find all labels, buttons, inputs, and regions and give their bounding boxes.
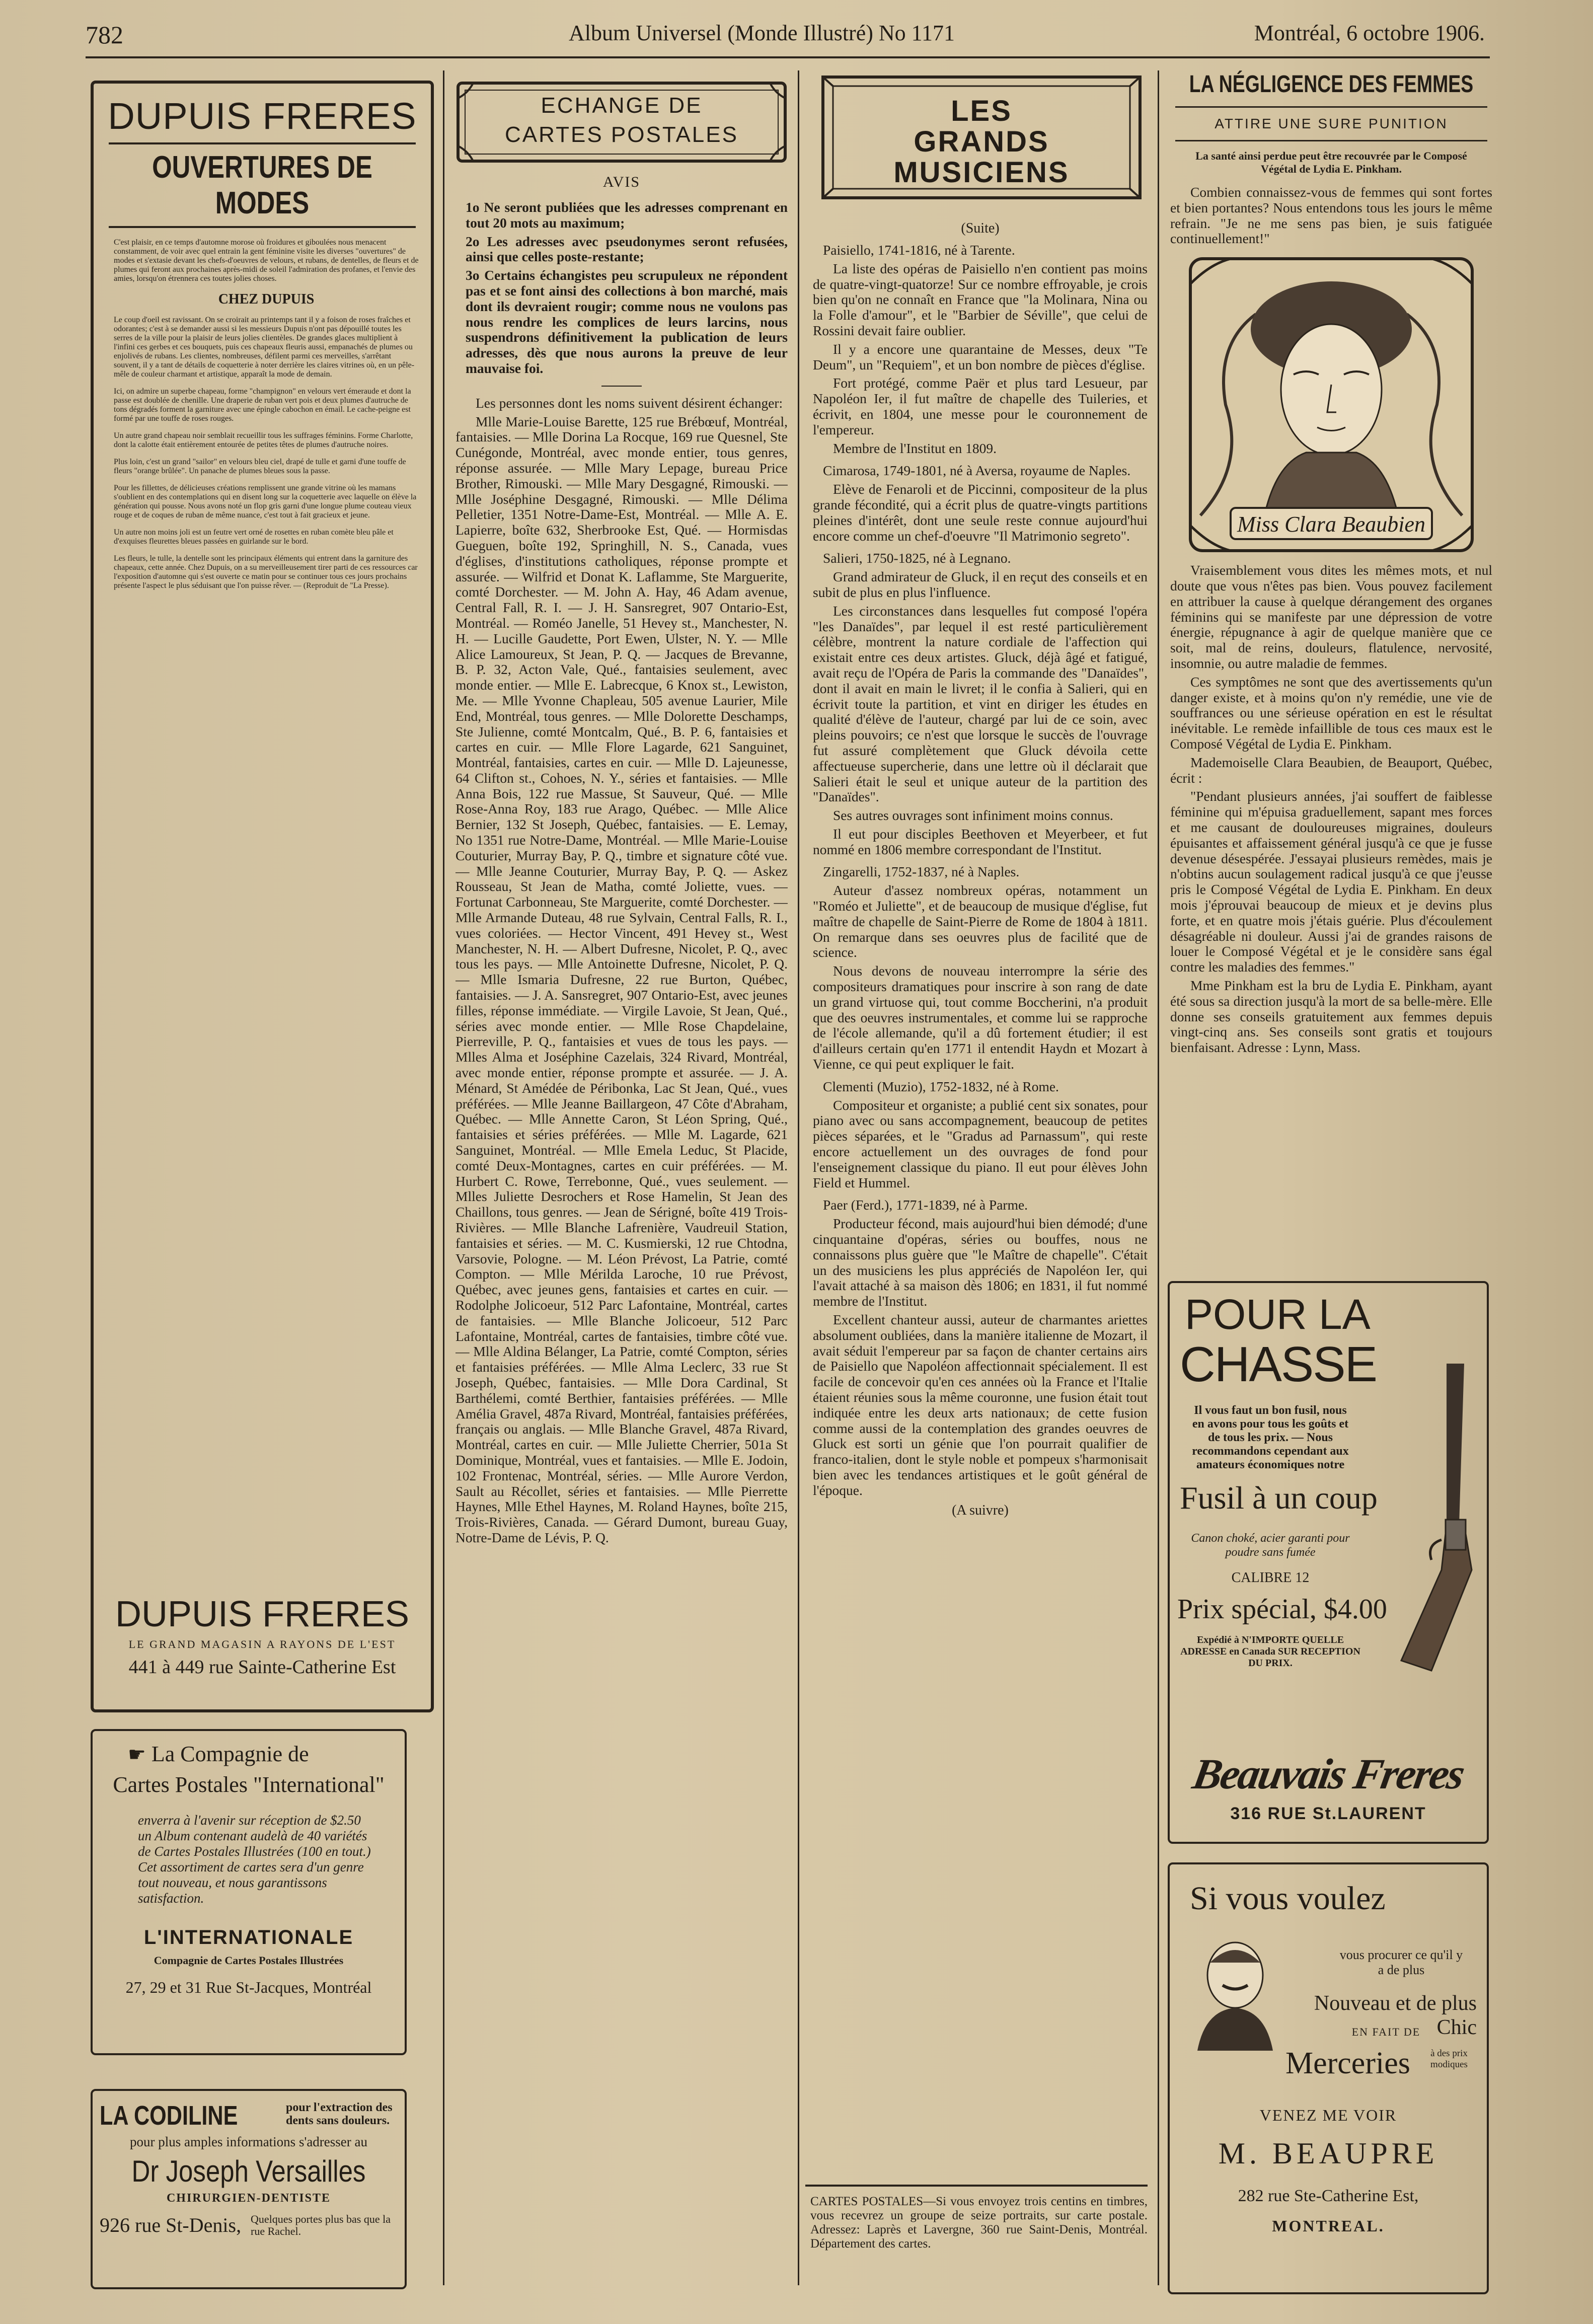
composer-heading: Clementi (Muzio), 1752-1832, né à Rome. (823, 1078, 1059, 1094)
paragraph: Nous devons de nouveau interrompre la série des compositeurs dramatiques pour inscrire à son rang de date un grand virtuose qui, tout comme Boccherini, n'a produit que des oeuvres instrumentales, et comme lui se rapproche de l'école allemande, qu'il a dû fortement étudier; il est d'ailleurs certain qu'en 1771 il entendit Haydn et Mozart à Vienne, ce qui peut expliquer le fait. (813, 963, 1148, 1072)
short-rule (601, 386, 642, 387)
dupuis-article (94, 238, 431, 590)
paragraph: Auteur d'assez nombreux opéras, notamment un "Roméo et Juliette", et de beaucoup de musique d'église, fut maître de chapelle de Saint-Pierre de Rome de 1804 à 1811. On remarque dans ses oeuvres plus de facilité que de science. (813, 882, 1148, 960)
publication-title: Album Universel (Monde Illustré) No 1171 (569, 21, 955, 45)
exchange-list: Mlle Marie-Louise Barette, 125 rue Brébœuf, Montréal, fantaisies. — Mlle Dorina La Rocque, 169 rue Quesnel, Ste Cunégonde, Montréal, avec monde entier, tous genres, réponse assurée. — Mlle Mary Lepage, bureau Price Brother, Rimouski. — Mlle Mary Desgagné, Rimouski. — Mlle Joséphine Desgagné, Rimouski. — Mlle Délima Pelletier, 1351 Notre-Dame-Est, Montréal. — Mlle A. E. Lapierre, boîte 632, Sherbrooke Est, Qué. — Hormisdas Gueguen, boîte 192, Springhill, N. S., Canada, vues d'églises, d'institutions catholiques, réponse prompte et assurée. — Wilfrid et Donat K. Laflamme, Ste Marguerite, comté Dorchester. — M. John A. Hay, 46 Adam avenue, Central Fall, R. I. — J. H. Sansregret, 907 Ontario-Est, Montréal. — Roméo Janelle, 51 Hevey st., Manchester, N. H. — Lucille Gaudette, Port Ewen, Ulster, N. Y. — Mlle Alice Lamoureux, St Jean, P. Q. — Jacques de Brevanne, B. P. 32, Acton Vale, Qué., fantaisies seulement, avec monde entier. — Mlle E. Labrecque, 6 Knox st., Lewiston, Me. — Mlle Yvonne Chapleau, 505 avenue Laurier, Mile End, Montréal, tous genres. — Mlle Dolorette Deschamps, Ste Julienne, comté Montcalm, Qué., B. P. 6, fantaisies et cartes en cuir. — Mlle Flore Lagarde, 621 Sanguinet, Montréal, fantaisies, cartes en cuir. — Mlle D. Lajeunesse, 64 Clifton st., Cohoes, N. Y., séries et fantaisies. — Mlle Anna Bois, 122 rue Massue, St Sauveur, Qué. — Mlle Rose-Anna Roy, 183 rue Arago, Québec. — Mlle Alice Bernier, 132 St Joseph, Québec, fantaisies. — E. Lemay, No 1351 rue Notre-Dame, Montréal. — Mlle Marie-Louise Couturier, Murray Bay, P. Q., timbre et signature côté vue. — Mlle Jeanne Couturier, Murray Bay, P. Q. — Askez Rousseau, St Jean de Matha, comté Joliette, vues. — Fortunat Carbonneau, Ste Marguerite, comté Dorchester. — Mlle Armande Duteau, 48 rue Sylvain, Central Falls, R. I., vues coloriées. — Hector Vincent, 491 Hevey st., West Manchester, N. H. — Albert Dufresne, Nicolet, P. Q., avec tous les pays. — Mlle Antoinette Dufresne, Nicolet, P. Q. — Mlle Ismaria Dufresne, 22 rue Burton, Québec, fantaisies. — J. A. Sansregret, 907 Ontario-Est, avec jeunes filles, réponse immédiate. — Virgile Lavoie, St Jean, Qué., séries avec monde entier. — Mlle Rose Chapdelaine, Pierreville, P. Q., fantaisies et vues de tous les pays. — Mlles Alma et Joséphine Cazelais, 324 Rivard, Montréal, avec monde entier, réponse prompte et assurée. — J. A. Ménard, St Amédée de Péribonka, Lac St Jean, Qué., vues préférées. — Mlle Jeanne Baillargeon, 47 Côte d'Abraham, Québec. — Mlle Annette Caron, St Léon Spring, Qué., fantaisies et séries préférées. — Mlle M. Lagarde, 621 Sanguinet, Montréal. — Mlle Emela Leduc, St Placide, comté Deux-Montagnes, cartes en cuir préférées. — M. Hurbert C. Rowe, Terrebonne, Qué., vues seulement. — Mlles Juliette Desrochers et Rose Hamelin, St Jean des Chaillons, tous genres. — Jean de Sérigné, boîte 419 Trois-Rivières. — Mlle Blanche Lafrenière, Vaudreuil Station, fantaisies et séries. — M. C. Kusmierski, 12 rue Chtodna, Varsovie, Pologne. — M. Léon Prévost, La Patrie, comté Compton. — Mlle Mérilda Laroche, 10 rue Prévost, Québec, avec jeunes gens, fantaisies et cartes en cuir. — Rodolphe Jolicoeur, 512 Parc Lafontaine, Montréal, cartes de fantaisies. — Mlle Blanche Jolicoeur, 512 Parc Lafontaine, Montréal, cartes de fantaisies, timbre côté vue. — Mlle Aldina Bélanger, La Patrie, comté Compton, séries et fantaisies préférées. — Mlle Alma Leclerc, 33 rue St Joseph, Québec, fantaisies. — Mlle Dora Cardinal, St Barthélemi, comté Berthier, fantaisies préférées. — Mlle Amélia Gravel, 487a Rivard, Montréal, fantaisies préférées, français ou anglais. — Mlle Blanche Gravel, 487a Rivard, Montréal, cartes en cuir. — Mlle Juliette Cherrier, 501a St Dominique, Montréal, vues et fantaisies. — Mlle E. Jodoin, 102 Frontenac, Montréal, séries. — Mlle Aurore Verdon, Sault au Récollet, séries et fantaisies. — Mlle Pierrette Haynes, Mlle Ethel Haynes, M. Roland Haynes, boîte 215, Trois-Rivières, Canada. — Gérard Dumont, bureau Guay, Notre-Dame de Lévis, P. Q. (456, 413, 788, 1545)
paragraph: Les circonstances dans lesquelles fut composé l'opéra "les Danaïdes", par lequel il est resté particulièrement célèbre, montrent la nature cordiale de l'affection qui existait entre ces deux artistes. Gluck, déjà âgé et fatigué, avait reçu de l'Opéra de Paris la commande des "Danaïdes", dont il avait en main le livret; il le confia à Salieri, qui en écrivit toute la partition, et vint en diriger les études en qualité d'élève de l'auteur, chargé par lui de ce soin, avec pleins pouvoirs; ce n'est que lorsque le succès de l'ouvrage fut assuré complètement que Gluck dévoila cette affectueuse supercherie, dans une lettre où il déclarait que Salieri était le seul et unique auteur de la partition des "Danaïdes". (813, 603, 1148, 805)
column-divider (798, 70, 799, 2285)
cartes-note: CARTES POSTALES—Si vous envoyez trois centins en timbres, vous recevrez un groupe de seize portraits, sur carte postale. Adressez: Laprès et Lavergne, 360 rue Saint-Denis, Montréal. Département des cartes. (810, 2195, 1148, 2251)
paragraph: Elève de Fenaroli et de Piccinni, compositeur de la plus grande fécondité, qui a écrit plus de quatre-vingts partitions pleines d'intérêt, dont une seule reste connue aujourd'hui encore comme un chef-d'oeuvre "Il Matrimonio segreto". (813, 481, 1148, 544)
merceries-line2: Nouveau et de plus Chic (1314, 1992, 1477, 2039)
paragraph: Fort protégé, comme Paër et plus tard Lesueur, par Napoléon Ier, il fut maître de chapelle des Tuileries, et écrivit, en 1804, une messe pour le couronnement de l'empereur. (813, 375, 1148, 437)
a-suivre: (A suivre) (952, 1502, 1009, 1518)
musiciens-title2: GRANDS (914, 125, 1049, 158)
paragraph: Les fleurs, le tulle, la dentelle sont les principaux éléments qui entrent dans la garniture des chapeaux, cette année. Chez Dupuis, on a su merveilleusement tirer parti de ces ressources car l'exposition d'automne qui s'est ouverte ce matin pour se continuer tous ces jours prochains présente l'aspect le plus séduisant que l'on puisse rêver. — (Reproduit de "La Presse). (114, 554, 418, 590)
rule-2: 2o Les adresses avec pseudonymes seront refusées, ainsi que celles poste-restante; (466, 233, 788, 265)
dupuis-title: DUPUIS FRERES (108, 95, 417, 137)
echange-column (456, 174, 788, 2288)
cartes-ad-brand-sub: Compagnie de Cartes Postales Illustrées (154, 1954, 344, 1967)
chasse-calibre: CALIBRE 12 (1231, 1569, 1310, 1586)
chasse-shipping: Expédié à N'IMPORTE QUELLE ADRESSE en Canada SUR RECEPTION DU PRIX. (1180, 1634, 1360, 1669)
column-divider (443, 70, 444, 2285)
avis-heading: AVIS (602, 174, 641, 190)
paragraph: Grand admirateur de Gluck, il en reçut des conseils et en subit de plus en plus l'influence. (813, 569, 1148, 600)
negligence-ad (1170, 70, 1492, 1263)
cartes-ad-address: 27, 29 et 31 Rue St-Jacques, Montréal (125, 1978, 372, 1997)
paragraph: Combien connaissez-vous de femmes qui sont fortes et bien portantes? Nous entendons tous les jours le même refrain. "Je ne me sens pas bien, je suis fatiguée continuellement!" (1170, 184, 1492, 247)
rule-1: 1o Ne seront publiées que les adresses comprenant en tout 20 mots au maximum; (466, 199, 788, 231)
divider (109, 142, 416, 144)
composer-heading: Paisiello, 1741-1816, né à Tarente. (823, 242, 1015, 258)
dupuis-ad (91, 81, 434, 1712)
cartes-ad-brand: L'INTERNATIONALE (143, 1926, 354, 1949)
musiciens-column (813, 220, 1148, 2173)
echange-title1: ECHANGE DE (541, 93, 703, 118)
dupuis-subtitle: OUVERTURES DE MODES (152, 150, 372, 220)
portrait-illustration (1190, 1935, 1280, 2051)
musiciens-title3: MUSICIENS (893, 156, 1070, 189)
column-divider (1158, 70, 1159, 2285)
chasse-address: 316 RUE St.LAURENT (1230, 1804, 1426, 1823)
musiciens-title-frame (813, 73, 1150, 204)
cartes-international-ad (91, 1729, 407, 2055)
dupuis-footer-title: DUPUIS FRERES (115, 1594, 410, 1634)
portrait-frame (1185, 254, 1477, 556)
cartes-ad-title-text: La Compagnie de (151, 1742, 309, 1766)
dupuis-footer-line: LE GRAND MAGASIN A RAYONS DE L'EST (128, 1638, 396, 1651)
exchange-intro: Les personnes dont les noms suivent désirent échanger: (476, 395, 783, 411)
codiline-title: LA CODILINE (100, 2101, 238, 2131)
negligence-lead: La santé ainsi perdue peut être recouvrée par le Composé Végétal de Lydia E. Pinkham. (1195, 149, 1467, 175)
paragraph: Ses autres ouvrages sont infiniment moins connus. (833, 807, 1113, 823)
codiline-doctor: Dr Joseph Versailles (131, 2154, 366, 2188)
chasse-ad (1168, 1281, 1489, 1844)
paragraph: "Pendant plusieurs années, j'ai souffert de faiblesse féminine qui m'épuisa graduellement, sapant mes forces et me causant de douloureuses migraines, douleurs épuisantes et affaissement général jusqu'à ce que je fusse devenue désespérée. J'essayai plusieurs remèdes, mais je n'obtins aucun soulagement radical jusqu'à ce que j'eusse pris le Composé Végétal de Lydia E. Pinkham. En deux mois j'éprouvai beaucoup de mieux et je devins plus forte, et en quatre mois j'étais guérie. Plus d'écoulement désagréable ni douleur. Aussi j'ai de grandes raisons de louer le Composé Végétal et je le considère sans égal contre les maladies des femmes." (1170, 788, 1492, 975)
chasse-title2: CHASSE (1180, 1336, 1377, 1392)
merceries-word: Merceries (1285, 2046, 1410, 2080)
chasse-brand: Beauvais Freres (1189, 1750, 1468, 1798)
codiline-address: 926 rue St-Denis, (100, 2214, 242, 2236)
chasse-product: Fusil à un coup (1180, 1480, 1378, 1516)
page-number: 782 (86, 21, 123, 49)
chasse-desc: Canon choké, acier garanti pour poudre sans fumée (1191, 1532, 1350, 1559)
merceries-ad (1168, 1862, 1489, 2294)
paragraph: Ici, on admire un superbe chapeau, forme "champignon" en velours vert émeraude et dont la passe est doublée de chenille. Une draperie de ruban vert pois et deux plumes d'autruche de tons dégradés forment la garniture avec une épingle cabochon en émail. Le cache-peigne est formé par une touffe de roses rouges. (114, 387, 411, 423)
musiciens-title1: LES (951, 95, 1012, 127)
negligence-subtitle: ATTIRE UNE SURE PUNITION (1215, 116, 1448, 131)
rule-3: 3o Certains échangistes peu scrupuleux ne répondent pas et se font ainsi des collections à bon marché, mais dont ils devraient rougir; comme nous ne voulons pas nous rendre les complices de leurs larcins, nous suspendrons définitivement la publication de leurs adresses, dès que nous aurons la preuve de leur mauvaise foi. (466, 267, 788, 376)
codiline-line2: pour plus amples informations s'adresser au (129, 2134, 367, 2149)
paragraph: Un autre grand chapeau noir semblait recueillir tous les suffrages féminins. Forme Charlotte, dont la calotte était entièrement entourée de petites têtes de plumes d'autruche noires. (114, 431, 413, 449)
paragraph: Il y a encore une quarantaine de Messes, deux "Te Deum", un "Requiem", et un bon nombre de pièces d'église. (813, 341, 1148, 372)
paragraph: Mme Pinkham est la bru de Lydia E. Pinkham, ayant été sous sa direction jusqu'à la mort de sa belle-mère. Elle donne ses conseils gratuitement aux femmes depuis vingt-cinq ans. Ses conseils sont gratis et toujours bienfaisant. Adresse : Lynn, Mass. (1170, 977, 1492, 1056)
paragraph: Membre de l'Institut en 1809. (833, 440, 997, 456)
paragraph: Le coup d'oeil est ravissant. On se croirait au printemps tant il y a foison de roses fraîches et odorantes; c'est à se demander aussi si les messieurs Dupuis n'ont pas dépouillé toutes les serres de la ville pour la plaisir de leurs jolies clientèles. De grandes glaces multiplient à l'infini ces gerbes et ces bouquets, puis ces chapeaux fleuris aussi, empanachés de plumes ou enjolivés de rubans. Les clientes, nombreuses, défilent parmi ces merveilles, s'arrêtant souvent, il y a tant de détails de coquetterie à noter derrière les claires vitrines où, en un pêle-mêle de couleur charmant et artistique, apparaît la mode de demain. (114, 316, 415, 379)
dateline: Montréal, 6 octobre 1906. (1254, 21, 1485, 45)
composer-heading: Zingarelli, 1752-1837, né à Naples. (823, 864, 1020, 880)
codiline-tagline: pour l'extraction des dents sans douleurs. (286, 2101, 393, 2128)
merceries-line4: à des prix modiques (1430, 2048, 1468, 2070)
negligence-title: LA NÉGLIGENCE DES FEMMES (1189, 71, 1474, 98)
composer-heading: Cimarosa, 1749-1801, né à Aversa, royaume de Naples. (823, 463, 1131, 479)
merceries-name: M. BEAUPRE (1218, 2137, 1438, 2170)
merceries-line3: EN FAIT DE (1351, 2026, 1421, 2038)
codiline-profession: CHIRURGIEN-DENTISTE (166, 2192, 331, 2205)
divider (1175, 140, 1487, 141)
paragraph: La liste des opéras de Paisiello n'en contient pas moins de quatre-vingt-quatorze! Sur ce nombre effroyable, je crois bien qu'on ne connaît en France que "la Molinara, Nina ou la Folle d'amour", et le "Barbier de Séville", que celui de Rossini devait faire oublier. (813, 260, 1148, 338)
divider (109, 226, 416, 228)
merceries-line5: VENEZ ME VOIR (1259, 2106, 1397, 2124)
paragraph: Producteur fécond, mais aujourd'hui bien démodé; d'une cinquantaine d'opéras, séries ou bouffes, nous ne connaissons plus guère que "le Maître de chapelle". C'était un des musiciens les plus appréciés de Napoléon Ier, qui l'avait attaché à sa maison dès 1806; en 1831, il fut nommé membre de l'Institut. (813, 1216, 1148, 1309)
paragraph: Ces symptômes ne sont que des avertissements qu'un danger existe, et à moins qu'on n'y remédie, une vie de souffrances ou une sérieuse opération en est le résultat inévitable. Le remède infaillible de tous ces maux est le Composé Végétal de Lydia E. Pinkham. (1170, 673, 1492, 752)
codiline-address-note: Quelques portes plus bas que la rue Rachel. (251, 2213, 391, 2238)
paragraph: C'est plaisir, en ce temps d'automne morose où froidures et giboulées nous menacent constamment, de voir avec quel entrain la gent féminine visite les diverses "ouvertures" de modes et s'extasie devant les chefs-d'oeuvres de velours, et rubans, de dentelles, de fleurs et de plumes qui feront aux prochaines après-midi de soleil l'admiration des profanes, et l'envie des amies, lorsqu'on étrennera ces toutes jolies choses. (114, 238, 419, 283)
codiline-ad (91, 2089, 407, 2289)
dupuis-address: 441 à 449 rue Sainte-Catherine Est (128, 1657, 396, 1678)
paragraph: Mademoiselle Clara Beaubien, de Beauport, Québec, écrit : (1170, 754, 1492, 786)
merceries-title: Si vous voulez (1190, 1880, 1386, 1917)
paragraph: Excellent chanteur aussi, auteur de charmantes ariettes absolument oubliées, dans la manière italienne de Mozart, il avait séduit l'empereur par sa façon de chanter certains airs de Paisiello que Napoléon affectionnait spécialement. Il est facile de concevoir qu'en ces années où la France et l'Italie étaient réunies sous la même couronne, une fusion était tout indiquée entre les deux arts nationaux; de cette fusion comme aussi de la contemplation des grandes oeuvres de Gluck est sorti un génie que l'on pourrait qualifier de franco-italien, dont le style noble et pompeux s'harmonisait bien avec les tendances artistiques et le goût général de l'époque. (813, 1312, 1148, 1498)
paragraph: Pour les fillettes, de délicieuses créations remplissent une grande vitrine où les mamans s'oublient en des contemplations qui en disent long sur la coquetterie avec laquelle on élève la génération qui pousse. Nous avons noté un flop gris garni d'une longue plume couteau vieux rouge et de coques de ruban de même nuance, c'est tout à fait gracieux et jeune. (114, 484, 417, 519)
header-rule (86, 56, 1490, 58)
merceries-line1: vous procurer ce qu'il y a de plus (1339, 1947, 1463, 1977)
composer-heading: Salieri, 1750-1825, né à Legnano. (823, 550, 1011, 566)
merceries-city: MONTREAL. (1272, 2217, 1385, 2235)
portrait-illustration (1185, 254, 1477, 556)
echange-title-frame (453, 78, 790, 166)
section-heading: CHEZ DUPUIS (218, 291, 315, 307)
chasse-body: Il vous faut un bon fusil, nous en avons pour tous les goûts et de tous les prix. — Nous recommandons cependant aux amateurs économiques notre (1192, 1404, 1349, 1471)
divider (1175, 106, 1487, 108)
price-label: Prix spécial, (1177, 1593, 1317, 1625)
paragraph: Vraisemblement vous dites les mêmes mots, et nul doute que vous n'êtes pas bien. Vous pouvez facilement en attribuer la cause à quelque dérangement des organes féminins qui se manifeste par une dépression de votre énergie, répugnance à agir de quelque manière que ce soit, mal de reins, douleurs, flatulence, nervosité, insomnie, ou autre maladie de femmes. (1170, 562, 1492, 671)
echange-title2: CARTES POSTALES (505, 122, 738, 147)
composer-heading: Paer (Ferd.), 1771-1839, né à Parme. (823, 1197, 1028, 1213)
suite-label: (Suite) (961, 220, 1000, 236)
paragraph: Un autre non moins joli est un feutre vert orné de rosettes en ruban comète bleu pâle et d'exquises fleurettes bleues passées en guirlande sur le bord. (114, 528, 394, 546)
portrait-caption: Miss Clara Beaubien (1237, 512, 1425, 537)
cartes-ad-body: enverra à l'avenir sur réception de $2.50 un Album contenant audelà de 40 variétés de Cartes Postales Illustrées (100 en tout.) Cet assortiment de cartes sera d'un genre tout nouveau, et nous garantissons satisfaction. (138, 1813, 371, 1906)
price-value: $4.00 (1323, 1593, 1387, 1625)
pointing-hand-icon: ☛ (128, 1743, 146, 1766)
paragraph: Compositeur et organiste; a publié cent six sonates, pour piano avec ou sans accompagnement, beaucoup de petites pièces séparées, et le "Gradus ad Parnassum", qui reste encore actuellement un des ouvrages de fond pour l'enseignement classique du piano. Il eut pour élèves John Field et Hummel. (813, 1097, 1148, 1190)
page-header (86, 20, 1485, 55)
divider (805, 2185, 1148, 2187)
cartes-ad-title2: Cartes Postales "International" (113, 1772, 385, 1797)
paragraph: Plus loin, c'est un grand "sailor" en velours bleu ciel, drapé de tulle et garni d'une touffe de fleurs "orange brûlée". Un panache de plumes bleues sous la passe. (114, 458, 406, 475)
merceries-address: 282 rue Ste-Catherine Est, (1238, 2187, 1419, 2205)
paragraph: Il eut pour disciples Beethoven et Meyerbeer, et fut nommé en 1806 membre correspondant de l'Institut. (813, 826, 1148, 857)
shotgun-illustration (1371, 1359, 1482, 1676)
chasse-title1: POUR LA (1185, 1291, 1371, 1338)
cartes-ad-title (128, 1741, 405, 1767)
